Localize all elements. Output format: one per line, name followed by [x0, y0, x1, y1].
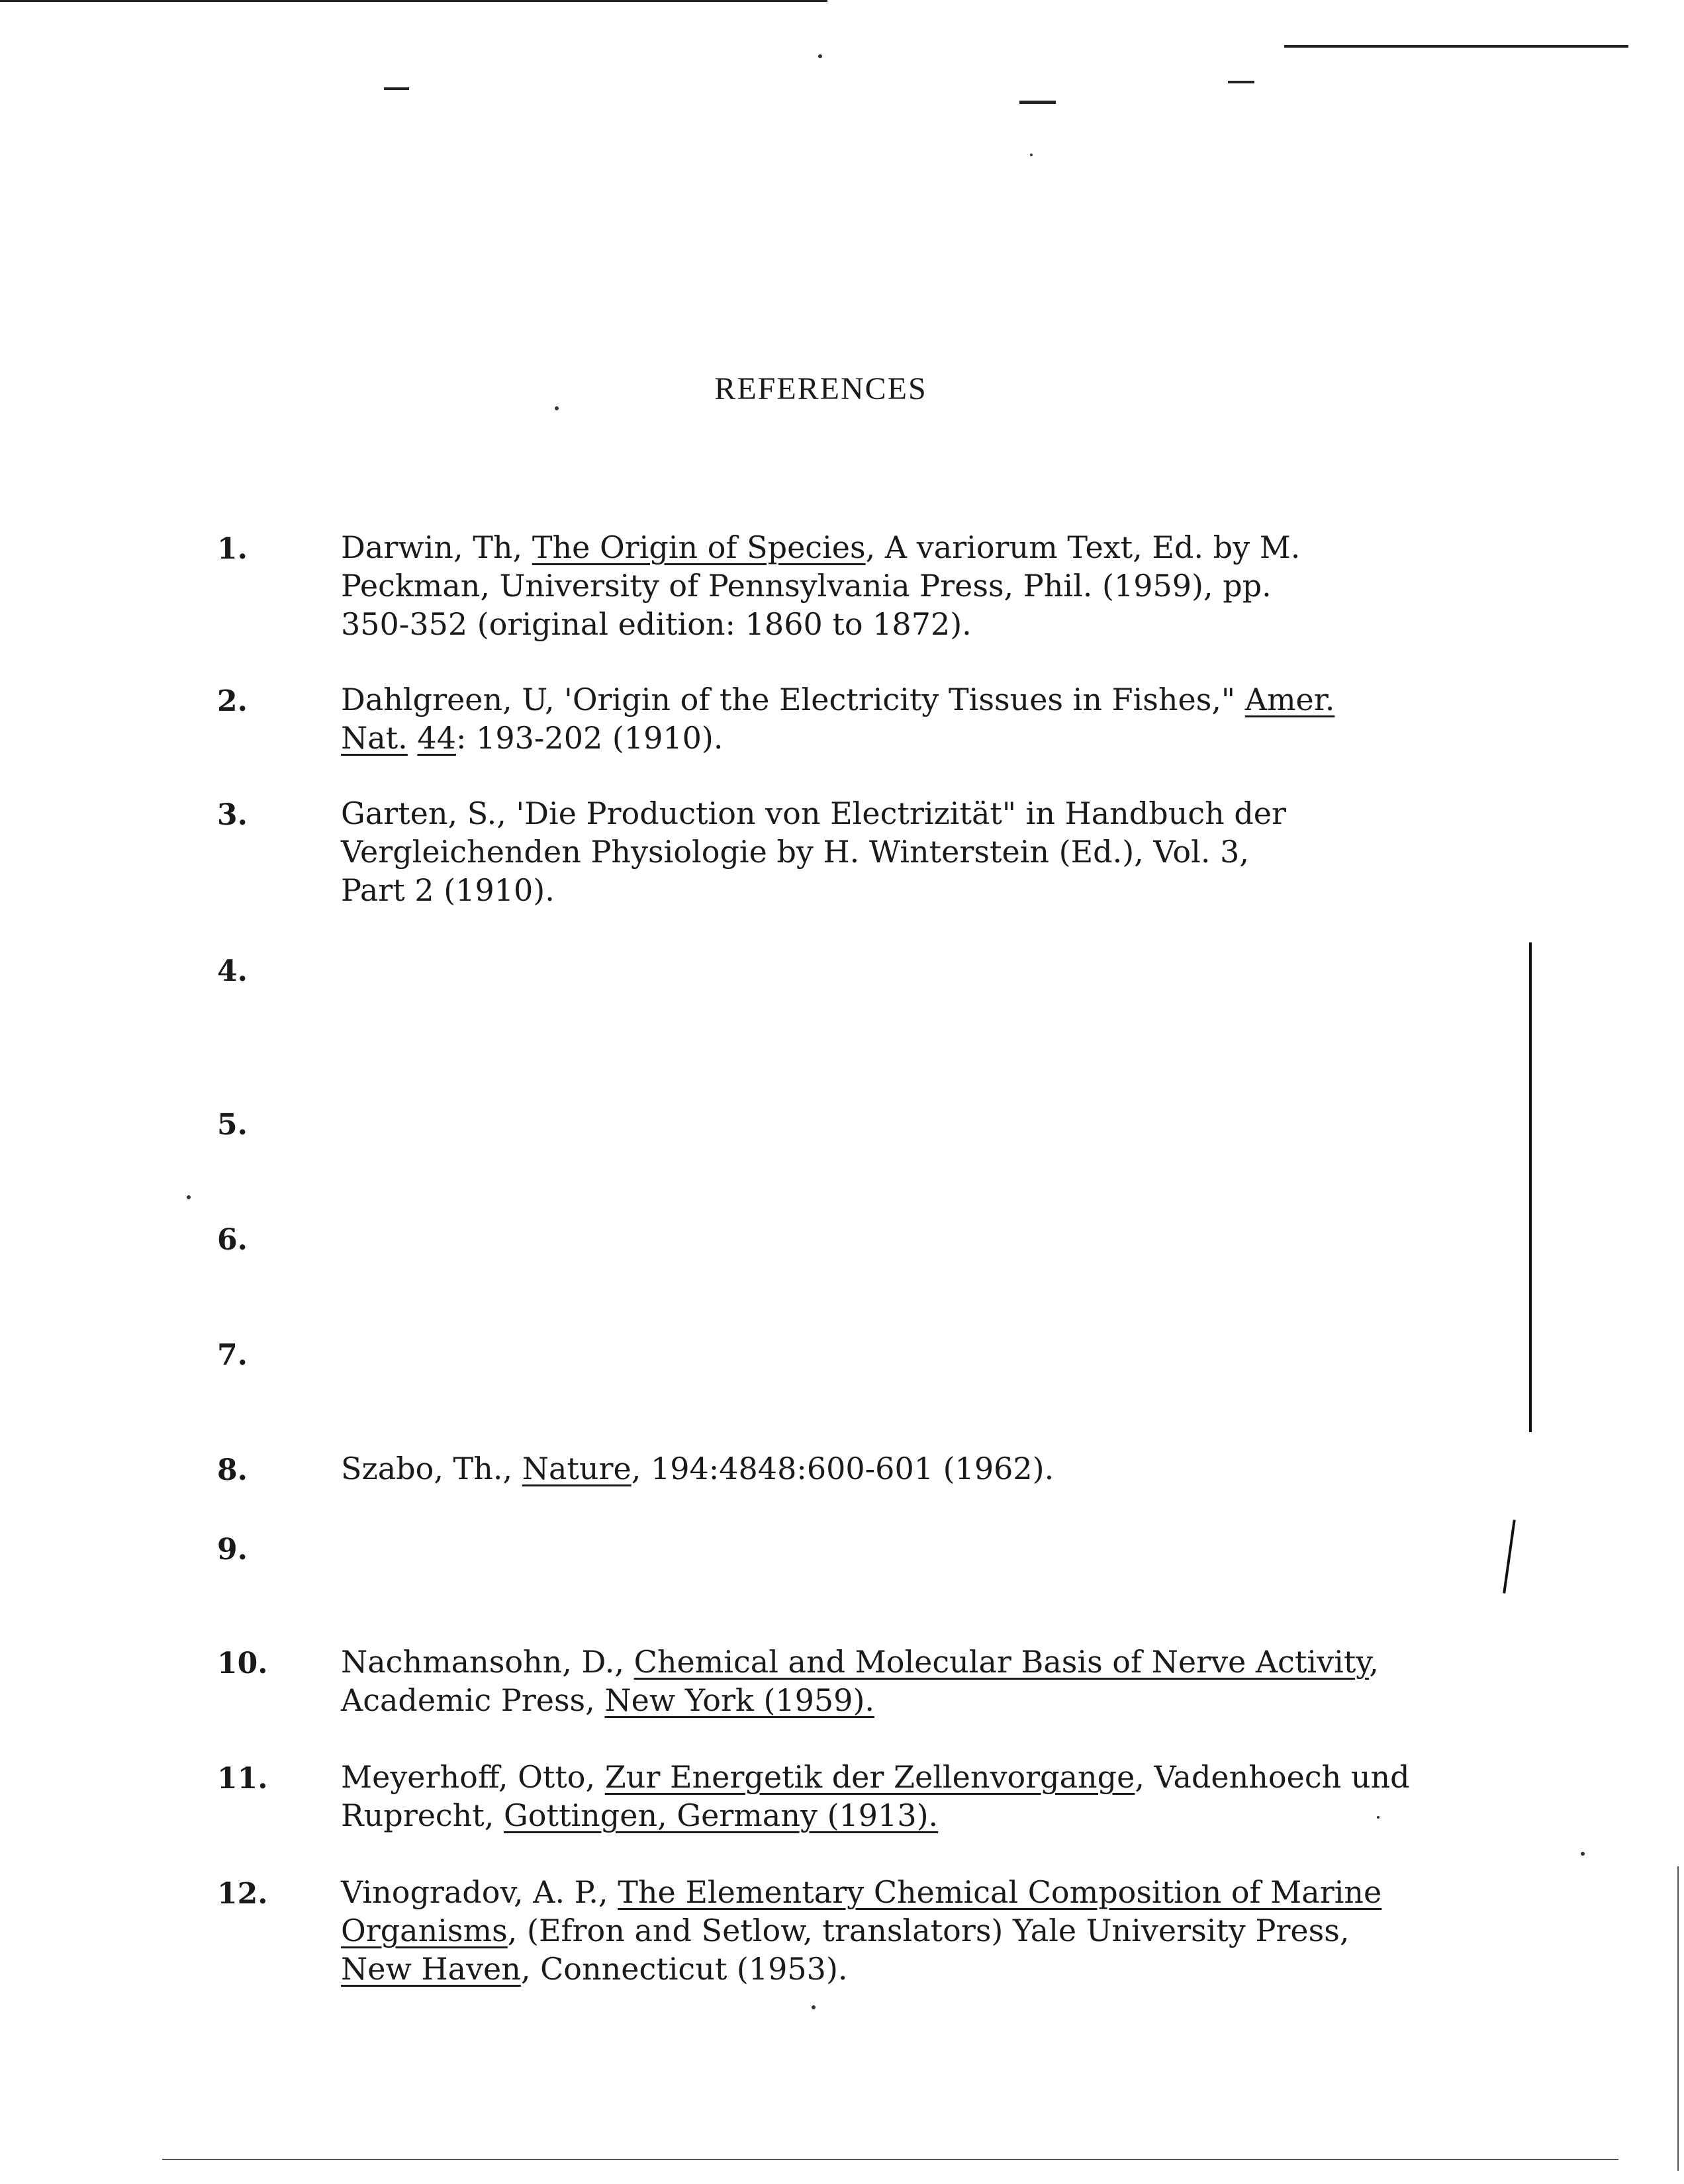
- reference-number: 10.: [217, 1647, 268, 1680]
- reference-title-underlined: 44: [417, 720, 456, 756]
- reference-title-underlined: New Haven: [341, 1951, 521, 1987]
- reference-text-segment: , (Efron and Setlow, translators) Yale University Press,: [507, 1913, 1350, 1948]
- reference-number: 3.: [217, 798, 248, 832]
- reference-text: [341, 1758, 1599, 1835]
- reference-text: [341, 528, 1599, 643]
- reference-number: 12.: [217, 1877, 268, 1911]
- reference-title-underlined: The Elementary Chemical Composition of Marine Organisms: [341, 1874, 1382, 1948]
- reference-text: [341, 1449, 1599, 1488]
- reference-title-underlined: Zur Energetik der Zellenvorgange: [604, 1759, 1135, 1795]
- reference-title-underlined: New York (1959).: [604, 1682, 875, 1718]
- top-edge-line: [0, 0, 827, 2]
- reference-number: 6.: [217, 1223, 248, 1257]
- reference-text-segment: , Vadenhoech und Ruprecht,: [341, 1759, 1410, 1833]
- reference-text-segment: , 194:4848:600-601 (1962).: [631, 1451, 1054, 1486]
- reference-number: 2.: [217, 684, 248, 718]
- reference-number: 1.: [217, 532, 248, 566]
- speck: [1581, 1852, 1585, 1856]
- reference-number: 9.: [217, 1533, 248, 1567]
- reference-text-segment: , A variorum Text, Ed. by M. Peckman, University of Pennsylvania Press, Phil. (1959), pp. 350-352 (original edition: 1860 to 1872).: [341, 529, 1301, 642]
- reference-text-segment: , Connecticut (1953).: [520, 1951, 848, 1987]
- dash-mark-3: [1228, 81, 1254, 83]
- reference-text: [341, 680, 1599, 757]
- reference-text-segment: : 193-202 (1910).: [455, 720, 724, 756]
- reference-text-segment: Nachmansohn, D.,: [341, 1644, 634, 1680]
- reference-number: 8.: [217, 1453, 248, 1487]
- reference-number: 11.: [217, 1762, 268, 1796]
- margin-bracket-line: [1529, 942, 1532, 1432]
- reference-text: [341, 1643, 1599, 1719]
- speck: [812, 2005, 816, 2009]
- reference-title-underlined: Amer. Nat.: [341, 682, 1335, 756]
- reference-text-segment: Vinogradov, A. P.,: [341, 1874, 618, 1910]
- reference-text: [341, 1873, 1599, 1988]
- reference-title-underlined: Nature: [522, 1451, 632, 1486]
- bottom-edge-line: [162, 2159, 1618, 2160]
- reference-text-segment: Meyerhoff, Otto,: [341, 1759, 605, 1795]
- reference-title-underlined: The Origin of Species: [532, 529, 866, 565]
- reference-title-underlined: Chemical and Molecular Basis of Nerve Activity: [633, 1644, 1370, 1680]
- speck: [818, 54, 822, 58]
- margin-bracket-tick: [1503, 1520, 1516, 1593]
- reference-text-segment: Garten, S., 'Die Production von Electrizität" in Handbuch der Vergleichenden Physiologie by H. Winterstein (Ed.), Vol. 3, Part 2 (1910).: [341, 796, 1286, 908]
- top-right-mark: [1284, 45, 1628, 48]
- page-title: REFERENCES: [714, 371, 927, 406]
- reference-text-segment: Dahlgreen, U, 'Origin of the Electricity Tissues in Fishes,": [341, 682, 1245, 717]
- reference-text-segment: , Academic Press,: [341, 1644, 1379, 1718]
- reference-text-segment: Darwin, Th,: [341, 529, 532, 565]
- reference-text-segment: Szabo, Th.,: [341, 1451, 522, 1486]
- reference-text-segment: [408, 720, 418, 756]
- right-edge-line: [1677, 1866, 1679, 2171]
- reference-number: 5.: [217, 1108, 248, 1142]
- speck: [1030, 154, 1033, 156]
- speck: [187, 1195, 191, 1199]
- reference-text: [341, 794, 1599, 909]
- dash-mark-2: [1019, 101, 1056, 104]
- reference-number: 7.: [217, 1338, 248, 1372]
- reference-number: 4.: [217, 954, 248, 988]
- dash-mark-1: [384, 87, 409, 90]
- reference-title-underlined: Gottingen, Germany (1913).: [504, 1797, 939, 1833]
